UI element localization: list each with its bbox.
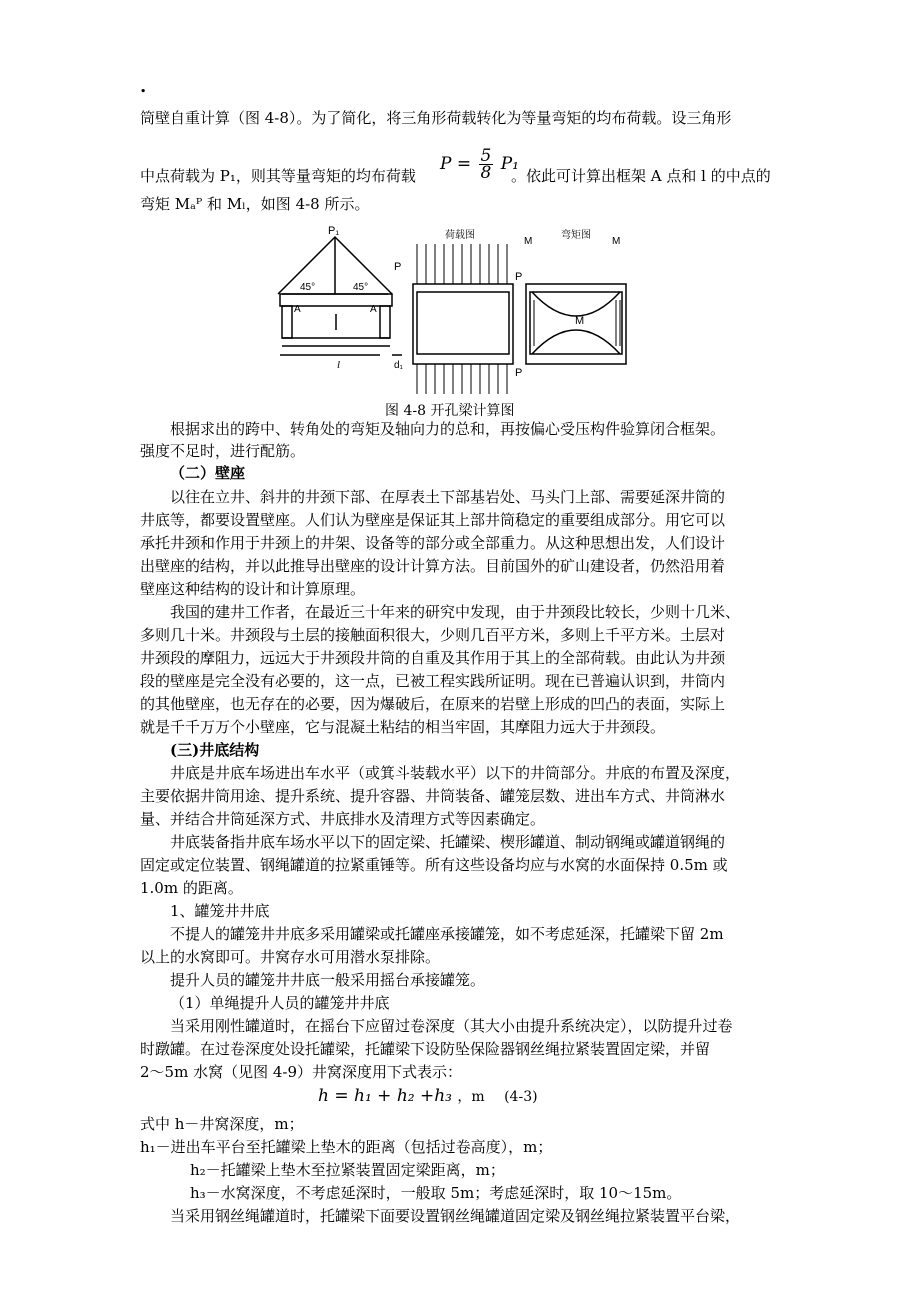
label-l: l (337, 359, 341, 371)
figure-4-8 (270, 222, 650, 400)
label-p1: P₁ (328, 225, 340, 237)
text-line: 壁座这种结构的设计和计算原理。 (140, 580, 366, 598)
text-line: 时蹾罐。在过卷深度处设托罐梁，托罐梁下设防坠保险器钢丝绳拉紧装置固定梁，并留 (140, 1040, 711, 1058)
text-line: 提升人员的罐笼井井底一般采用摇台承接罐笼。 (170, 971, 486, 989)
text-line: 不提人的罐笼井井底多采用罐梁或托罐座承接罐笼，如不考虑延深，托罐梁下留 2m (170, 925, 724, 943)
moment-m-right: M (612, 236, 621, 247)
text-line: 量、并结合井筒延深方式、井底排水及清理方式等因素确定。 (140, 810, 546, 828)
text-line: 井底等，都要设置壁座。人们认为壁座是保证其上部井筒稳定的重要组成部分。用它可以 (140, 511, 726, 529)
text-line: 就是千千万万个小壁座，它与混凝土粘结的相当牢固，其摩阻力远大于井颈段。 (140, 718, 666, 736)
text-line: 1、罐笼井井底 (170, 902, 270, 920)
moment-m-left: M (524, 236, 533, 247)
text-line: 中点荷载为 P₁，则其等量弯矩的均布荷载 (140, 167, 416, 185)
formula-p-den: 8 (480, 163, 492, 183)
label-p: P (394, 261, 402, 273)
text-line: 强度不足时，进行配筋。 (140, 442, 306, 460)
text-line: 固定或定位装置、钢绳罐道的拉紧重锤等。所有这些设备均应与水窝的水面保持 0.5m 或 (140, 856, 728, 874)
text-line: 弯矩 Mₐᴾ 和 Mₗ，如图 4-8 所示。 (140, 195, 370, 213)
formula-p-num: 5 (480, 146, 492, 166)
text-line: h₁－进出车平台至托罐梁上垫木的距离（包括过卷高度），m； (140, 1138, 553, 1156)
text-line: 2～5m 水窝（见图 4-9）井窝深度用下式表示： (140, 1063, 463, 1081)
formula-p-rhs: P₁ (500, 154, 519, 174)
text-line: 多则几十米。井颈段与土层的接触面积很大，少则几百平方米，多则上千平方米。土层对 (140, 626, 726, 644)
text-line: 主要依据井筒用途、提升系统、提升容器、井筒装备、罐笼层数、进出车方式、井筒淋水 (140, 787, 726, 805)
text-line: 根据求出的跨中、转角处的弯矩及轴向力的总和，再按偏心受压构件验算闭合框架。 (170, 420, 726, 438)
text-line: 承托井颈和作用于井颈上的井架、设备等的部分或全部重力。从这种思想出发，人们设计 (140, 534, 726, 552)
text-line: 当采用钢丝绳罐道时，托罐梁下面要设置钢丝绳罐道固定梁及钢丝绳拉紧装置平台梁， (170, 1207, 741, 1225)
formula-h-number: (4-3) (504, 1089, 538, 1105)
formula-p-lhs: P = (440, 154, 472, 174)
label-a-left: A (294, 304, 301, 315)
formula-h-unit: ，m (457, 1089, 485, 1105)
label-a-right: A (370, 304, 377, 315)
label-angle-right: 45° (353, 282, 369, 293)
text-line: 段的壁座是完全没有必要的，这一点，已被工程实践所证明。现在已普遍认识到，井筒内 (140, 672, 726, 690)
text-line: 井颈段的摩阻力，远远大于井颈段井筒的自重及其作用于其上的全部荷载。由此认为井颈 (140, 649, 726, 667)
formula-h (318, 1086, 538, 1106)
text-line: 我国的建井工作者，在最近三十年来的研究中发现，由于井颈段比较长，少则十几米、 (170, 603, 741, 621)
text-line: 筒壁自重计算（图 4-8）。为了简化，将三角形荷载转化为等量弯矩的均布荷载。设三角形 (140, 109, 732, 127)
formula-p (440, 148, 519, 181)
page-dot: . (140, 76, 147, 97)
text-line: 井底是井底车场进出车水平（或箕斗装载水平）以下的井筒部分。井底的布置及深度， (170, 764, 741, 782)
text-line: 出壁座的结构，并以此推导出壁座的设计计算方法。目前国外的矿山建设者，仍然沿用着 (140, 557, 726, 575)
load-p-top: P (515, 271, 523, 283)
text-line: 当采用刚性罐道时，在摇台下应留过卷深度（其大小由提升系统决定），以防提升过卷 (170, 1017, 733, 1035)
text-line: 1.0m 的距离。 (140, 879, 243, 897)
text-line: 的其他壁座，也无存在的必要，因为爆破后，在原来的岩壁上形成的凹凸的表面，实际上 (140, 695, 726, 713)
moment-m-center: M (575, 315, 585, 327)
section-heading: (三)井底结构 (170, 741, 260, 759)
load-title: 荷载图 (445, 230, 475, 241)
text-line: 。依此可计算出框架 A 点和 l 的中点的 (511, 167, 771, 185)
text-line: 以上的水窝即可。井窝存水可用潜水泵排除。 (140, 948, 441, 966)
load-p-bottom: P (515, 367, 523, 379)
formula-h-expr: h = h₁ + h₂ +h₃ (318, 1086, 452, 1106)
label-d: d₁ (394, 360, 403, 371)
text-line: h₂－托罐梁上垫木至拉紧装置固定梁距离，m； (190, 1161, 505, 1179)
text-line: （1）单绳提升人员的罐笼井井底 (170, 994, 390, 1012)
text-line: 式中 h－井窝深度，m； (140, 1115, 304, 1133)
text-line: 井底装备指井底车场水平以下的固定梁、托罐梁、楔形罐道、制动钢绳或罐道钢绳的 (170, 833, 726, 851)
section-heading: （二）壁座 (170, 464, 246, 482)
moment-title: 弯矩图 (561, 230, 591, 241)
figure-caption: 图 4-8 开孔梁计算图 (385, 403, 515, 419)
text-line: 以往在立井、斜井的井颈下部、在厚表土下部基岩处、马头门上部、需要延深井筒的 (170, 488, 726, 506)
label-angle-left: 45° (300, 282, 316, 293)
text-line: h₃－水窝深度，不考虑延深时，一般取 5m；考虑延深时，取 10～15m。 (190, 1184, 682, 1202)
